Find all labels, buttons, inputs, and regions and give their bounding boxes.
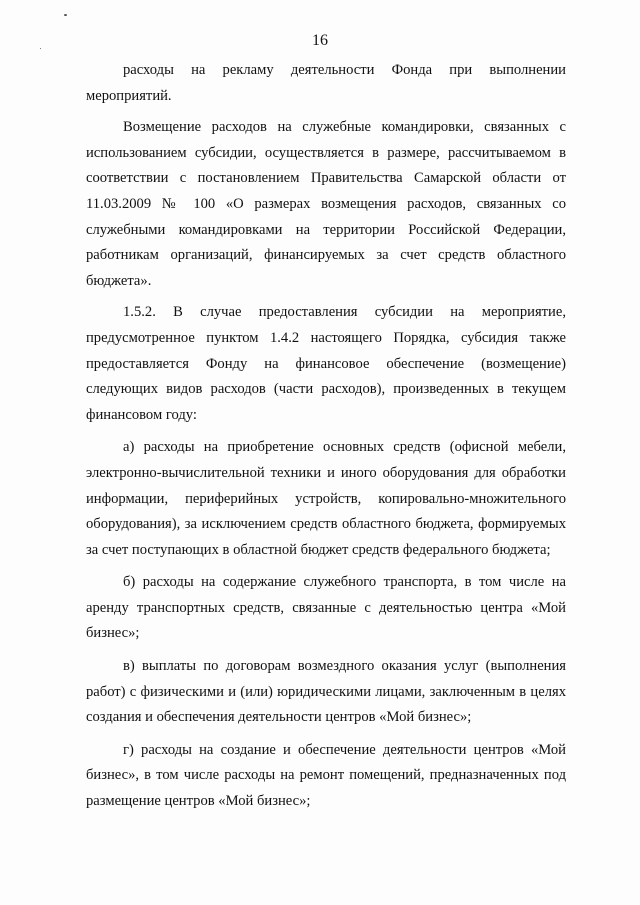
document-body bbox=[86, 58, 566, 815]
list-item-g: г) расходы на создание и обеспечение деятельности центров «Мой бизнес», в том числе расходы на ремонт помещений, предназначенных под размещение центров «Мой бизнес»; bbox=[86, 741, 566, 810]
paragraph-clause-1-5-2: 1.5.2. В случае предоставления субсидии на мероприятие, предусмотренное пунктом 1.4.2 настоящего Порядка, субсидия также предоставляется Фонду на финансовое обеспечение (возмещение) следующих видов расходов (части расходов), произведенных в текущем финансовом году: bbox=[86, 304, 566, 423]
scan-speck bbox=[64, 14, 67, 16]
list-item-b: б) расходы на содержание служебного транспорта, в том числе на аренду транспортных средств, связанные с деятельностью центра «Мой бизнес»; bbox=[86, 574, 566, 642]
paragraph-travel-reimbursement: Возмещение расходов на служебные командировки, связанных с использованием субсидии, осуществляется в размере, рассчитываемом в соответствии с постановлением Правительства Самарской области от 11.03.2009 № 100 «О размерах возмещения расходов, связанных со служебными командировками на территории Российской Федерации, работникам организаций, финансируемых за счет средств областного бюджета». bbox=[86, 119, 566, 289]
list-item-a: а) расходы на приобретение основных средств (офисной мебели, электронно-вычислительной техники и иного оборудования для обработки информации, периферийных устройств, копировально-множительного оборудования), за исключением средств областного бюджета, формируемых за счет поступающих в областной бюджет средств федерального бюджета; bbox=[86, 439, 566, 558]
page-number: 16 bbox=[312, 32, 328, 49]
paragraph-advertising-expenses: расходы на рекламу деятельности Фонда при выполнении мероприятий. bbox=[86, 62, 566, 104]
list-item-v: в) выплаты по договорам возмездного оказания услуг (выполнения работ) с физическими и (или) юридическими лицами, заключенным в целях создания и обеспечения деятельности центров «Мой бизнес»; bbox=[86, 658, 566, 726]
